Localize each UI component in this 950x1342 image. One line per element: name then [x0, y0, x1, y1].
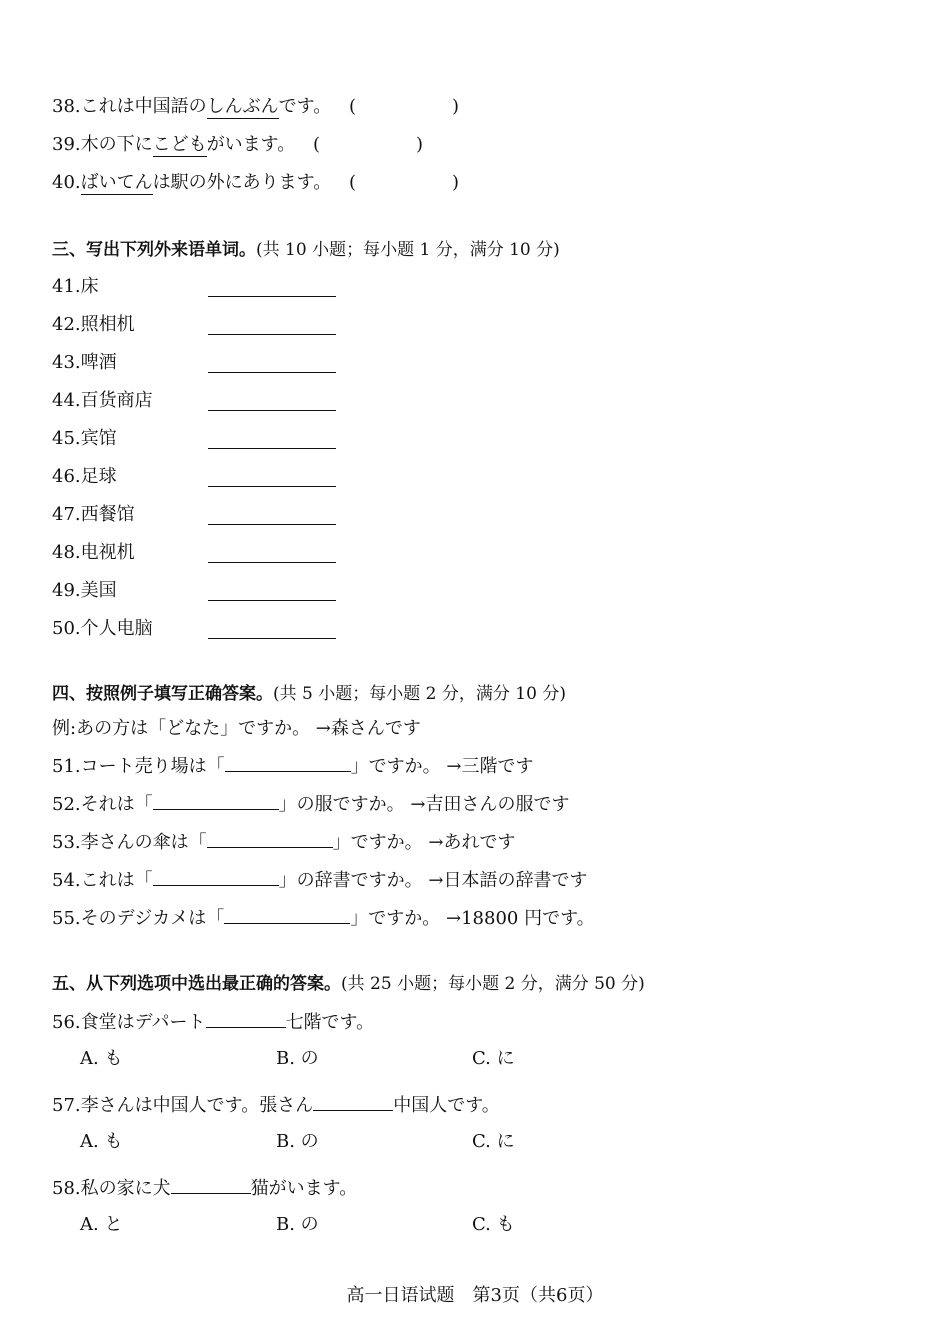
vocab-item — [52, 617, 153, 641]
question-number: 57. — [52, 1095, 81, 1116]
section-title: 五、从下列选项中选出最正确的答案。 — [52, 974, 341, 994]
vocab-item — [52, 503, 135, 527]
section-meta: (共 5 小题；每小题 2 分，满分 10 分) — [273, 684, 566, 704]
answer-option[interactable]: A. と — [80, 1214, 123, 1235]
question-39 — [52, 133, 423, 157]
answer-blank[interactable] — [208, 448, 336, 449]
question-number: 48. — [52, 542, 81, 563]
question-text: 中国人です。 — [393, 1095, 500, 1116]
question-text: そのデジカメは「 — [80, 908, 225, 929]
question-text: 」の服ですか。 →吉田さんの服です — [278, 794, 570, 815]
answer-blank[interactable] — [208, 334, 336, 335]
answer-blank[interactable] — [208, 600, 336, 601]
fill-question — [52, 753, 533, 777]
vocab-item — [52, 541, 135, 565]
question-number: 52. — [52, 794, 81, 815]
question-number: 47. — [52, 504, 81, 525]
mc-question — [52, 1009, 374, 1033]
answer-blank[interactable] — [208, 410, 336, 411]
question-number: 40. — [52, 172, 81, 193]
answer-blank[interactable] — [206, 1009, 286, 1028]
question-text: 」の辞書ですか。 →日本語の辞書です — [278, 870, 588, 891]
question-number: 54. — [52, 870, 81, 891]
question-text: 食堂はデパート — [80, 1012, 206, 1033]
answer-blank[interactable] — [208, 296, 336, 297]
answer-option[interactable]: B. の — [276, 1048, 319, 1069]
fill-question — [52, 829, 515, 853]
answer-blank[interactable] — [208, 638, 336, 639]
example-line: 例:あの方は「どなた」ですか。 →森さんです — [52, 718, 421, 739]
section-meta: (共 10 小题；每小题 1 分，满分 10 分) — [256, 240, 560, 260]
question-number: 42. — [52, 314, 81, 335]
vocab-word: 个人电脑 — [80, 618, 153, 639]
vocab-item — [52, 275, 99, 299]
answer-blank[interactable] — [208, 486, 336, 487]
question-text: 李さんは中国人です。張さん — [80, 1095, 314, 1116]
question-number: 50. — [52, 618, 81, 639]
question-text: 」ですか。 →あれです — [332, 832, 516, 853]
section-4-heading — [52, 682, 566, 706]
question-number: 58. — [52, 1178, 81, 1199]
answer-option[interactable]: A. も — [80, 1131, 123, 1152]
answer-blank[interactable] — [313, 1092, 393, 1111]
answer-paren-close: ) — [451, 172, 459, 193]
underlined-word: こども — [152, 134, 207, 155]
answer-blank[interactable] — [153, 791, 279, 810]
question-number: 41. — [52, 276, 81, 297]
answer-blank[interactable] — [208, 372, 336, 373]
vocab-item — [52, 313, 135, 337]
fill-question — [52, 905, 595, 929]
question-text: 木の下に — [80, 134, 153, 155]
question-text: がいます。 — [206, 134, 296, 155]
question-text: 」ですか。 →三階です — [350, 756, 534, 777]
vocab-word: 百货商店 — [80, 390, 153, 411]
answer-option[interactable]: B. の — [276, 1131, 319, 1152]
question-text: それは「 — [80, 794, 153, 815]
answer-blank[interactable] — [224, 905, 350, 924]
underlined-word: ばいてん — [80, 172, 153, 193]
question-text: 李さんの傘は「 — [80, 832, 207, 853]
vocab-item — [52, 579, 117, 603]
vocab-word: 足球 — [80, 466, 117, 487]
fill-question — [52, 791, 569, 815]
fill-question — [52, 867, 587, 891]
vocab-word: 西餐馆 — [80, 504, 135, 525]
question-number: 46. — [52, 466, 81, 487]
question-text: は駅の外にあります。 — [152, 172, 332, 193]
vocab-word: 宾馆 — [80, 428, 117, 449]
question-number: 56. — [52, 1012, 81, 1033]
answer-paren-close: ) — [415, 134, 423, 155]
question-text: これは中国語の — [80, 96, 207, 117]
question-text: 猫がいます。 — [250, 1178, 358, 1199]
answer-blank[interactable] — [208, 524, 336, 525]
question-number: 55. — [52, 908, 81, 929]
answer-blank[interactable] — [208, 562, 336, 563]
answer-option[interactable]: B. の — [276, 1214, 319, 1235]
answer-blank[interactable] — [207, 829, 333, 848]
vocab-word: 美国 — [80, 580, 117, 601]
vocab-word: 照相机 — [80, 314, 135, 335]
vocab-item — [52, 427, 117, 451]
answer-blank[interactable] — [153, 867, 279, 886]
vocab-item — [52, 389, 153, 413]
answer-paren-open: ( — [348, 96, 356, 117]
section-5-heading — [52, 972, 645, 996]
question-text: 七階です。 — [285, 1012, 375, 1033]
question-number: 39. — [52, 134, 81, 155]
answer-paren-close: ) — [451, 96, 459, 117]
question-number: 53. — [52, 832, 81, 853]
question-text: 」ですか。 →18800 円です。 — [350, 908, 595, 929]
question-number: 38. — [52, 96, 81, 117]
answer-paren-open: ( — [312, 134, 320, 155]
mc-question — [52, 1092, 500, 1116]
section-3-heading — [52, 238, 560, 262]
answer-option[interactable]: C. も — [472, 1214, 515, 1235]
vocab-word: 啤酒 — [80, 352, 117, 373]
question-number: 44. — [52, 390, 81, 411]
vocab-word: 电视机 — [80, 542, 135, 563]
section-title: 四、按照例子填写正确答案。 — [52, 684, 273, 704]
section-meta: (共 25 小题；每小题 2 分，满分 50 分) — [341, 974, 645, 994]
vocab-item — [52, 465, 117, 489]
answer-blank[interactable] — [171, 1175, 251, 1194]
underlined-word: しんぶん — [206, 96, 279, 117]
answer-paren-open: ( — [348, 172, 356, 193]
vocab-word: 床 — [80, 276, 99, 297]
question-text: です。 — [278, 96, 332, 117]
answer-option[interactable]: A. も — [80, 1048, 123, 1069]
question-text: これは「 — [80, 870, 153, 891]
question-38 — [52, 95, 459, 119]
vocab-item — [52, 351, 117, 375]
question-number: 49. — [52, 580, 81, 601]
answer-blank[interactable] — [225, 753, 351, 772]
answer-option[interactable]: C. に — [472, 1131, 515, 1152]
answer-option[interactable]: C. に — [472, 1048, 515, 1069]
question-number: 45. — [52, 428, 81, 449]
mc-question — [52, 1175, 357, 1199]
question-number: 43. — [52, 352, 81, 373]
question-text: 私の家に犬 — [80, 1178, 171, 1199]
question-40 — [52, 171, 459, 195]
section-title: 三、写出下列外来语单词。 — [52, 240, 256, 260]
question-number: 51. — [52, 756, 81, 777]
question-text: コート売り場は「 — [80, 756, 225, 777]
page-footer: 高一日语试题 第3页（共6页） — [346, 1285, 604, 1306]
